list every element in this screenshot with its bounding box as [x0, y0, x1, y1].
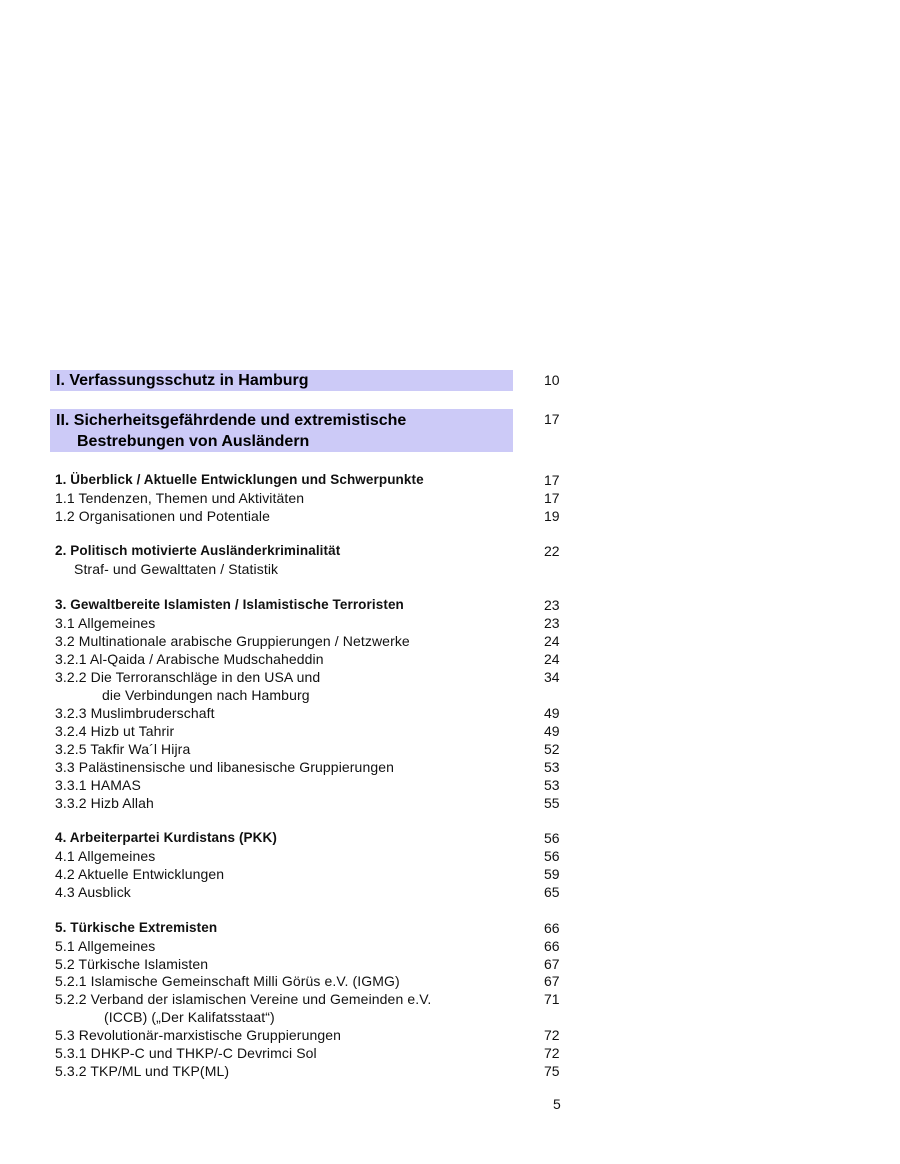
toc-entry: 3.2 Multinationale arabische Gruppierungen / Netzwerke	[55, 633, 410, 649]
chapter-title-line: Bestrebungen von Ausländern	[77, 433, 310, 450]
toc-page-number: 65	[544, 884, 560, 900]
toc-section-heading: 1. Überblick / Aktuelle Entwicklungen und Schwerpunkte	[55, 472, 424, 487]
toc-entry: 3.3.1 HAMAS	[55, 777, 141, 793]
toc-entry: 3.3.2 Hizb Allah	[55, 795, 154, 811]
page-number: 5	[553, 1096, 561, 1112]
toc-page-number: 49	[544, 723, 560, 739]
toc-entry: 5.2.2 Verband der islamischen Vereine und Gemeinden e.V.	[55, 991, 432, 1007]
toc-page-number: 34	[544, 669, 560, 685]
toc-entry-continuation: die Verbindungen nach Hamburg	[102, 687, 310, 703]
toc-entry-continuation: Straf- und Gewalttaten / Statistik	[74, 561, 279, 577]
toc-entry: 5.3.1 DHKP-C und THKP/-C Devrimci Sol	[55, 1045, 317, 1061]
toc-page-number: 67	[544, 956, 560, 972]
toc-page-number: 53	[544, 777, 560, 793]
toc-entry: 5.3.2 TKP/ML und TKP(ML)	[55, 1063, 230, 1079]
toc-page-number: 67	[544, 973, 560, 989]
toc-page-number: 19	[544, 508, 560, 524]
toc-entry: 1.1 Tendenzen, Themen und Aktivitäten	[55, 490, 305, 506]
toc-entry: 4.1 Allgemeines	[55, 848, 156, 864]
chapter-page-number: 17	[544, 411, 560, 427]
toc-page-number: 24	[544, 651, 560, 667]
toc-entry: 3.2.5 Takfir Wa´l Hijra	[55, 741, 191, 757]
toc-section-heading: 5. Türkische Extremisten	[55, 920, 218, 935]
toc-page-number: 52	[544, 741, 560, 757]
toc-page-number: 22	[544, 543, 560, 559]
toc-entry: 3.2.2 Die Terroranschläge in den USA und	[55, 669, 321, 685]
toc-section-heading: 3. Gewaltbereite Islamisten / Islamistische Terroristen	[55, 597, 404, 612]
toc-entry-continuation: (ICCB) („Der Kalifatsstaat“)	[104, 1009, 275, 1025]
toc-page-number: 75	[544, 1063, 560, 1079]
toc-entry: 3.1 Allgemeines	[55, 615, 156, 631]
toc-entry: 4.3 Ausblick	[55, 884, 131, 900]
toc-page-number: 72	[544, 1045, 560, 1061]
toc-section-heading: 2. Politisch motivierte Ausländerkriminalität	[55, 543, 341, 558]
toc-entry: 1.2 Organisationen und Potentiale	[55, 508, 271, 524]
toc-page-number: 71	[544, 991, 560, 1007]
toc-entry: 3.3 Palästinensische und libanesische Gruppierungen	[55, 759, 394, 775]
chapter-heading-2	[50, 409, 513, 452]
toc-entry: 3.2.3 Muslimbruderschaft	[55, 705, 215, 721]
toc-page-number: 53	[544, 759, 560, 775]
toc-section-heading: 4. Arbeiterpartei Kurdistans (PKK)	[55, 830, 277, 845]
toc-page-number: 17	[544, 490, 560, 506]
chapter-heading-1	[50, 370, 513, 391]
toc-page-number: 56	[544, 830, 560, 846]
toc-page-number: 23	[544, 615, 560, 631]
toc-entry: 4.2 Aktuelle Entwicklungen	[55, 866, 225, 882]
chapter-page-number: 10	[544, 372, 560, 388]
toc-page-number: 66	[544, 938, 560, 954]
toc-page-number: 59	[544, 866, 560, 882]
toc-entry: 5.2 Türkische Islamisten	[55, 956, 209, 972]
toc-page-number: 55	[544, 795, 560, 811]
toc-page-number: 24	[544, 633, 560, 649]
toc-page-number: 66	[544, 920, 560, 936]
toc-entry: 5.3 Revolutionär-marxistische Gruppierungen	[55, 1027, 341, 1043]
chapter-title-line: I. Verfassungsschutz in Hamburg	[56, 372, 309, 389]
toc-page-number: 17	[544, 472, 560, 488]
toc-page-number: 72	[544, 1027, 560, 1043]
toc-entry: 3.2.4 Hizb ut Tahrir	[55, 723, 175, 739]
chapter-title-line: II. Sicherheitsgefährdende und extremistische	[56, 412, 407, 429]
toc-page-number: 23	[544, 597, 560, 613]
toc-entry: 5.2.1 Islamische Gemeinschaft Milli Görüs e.V. (IGMG)	[55, 973, 400, 989]
toc-entry: 5.1 Allgemeines	[55, 938, 156, 954]
toc-page-number: 56	[544, 848, 560, 864]
toc-page-number: 49	[544, 705, 560, 721]
toc-entry: 3.2.1 Al-Qaida / Arabische Mudschaheddin	[55, 651, 324, 667]
